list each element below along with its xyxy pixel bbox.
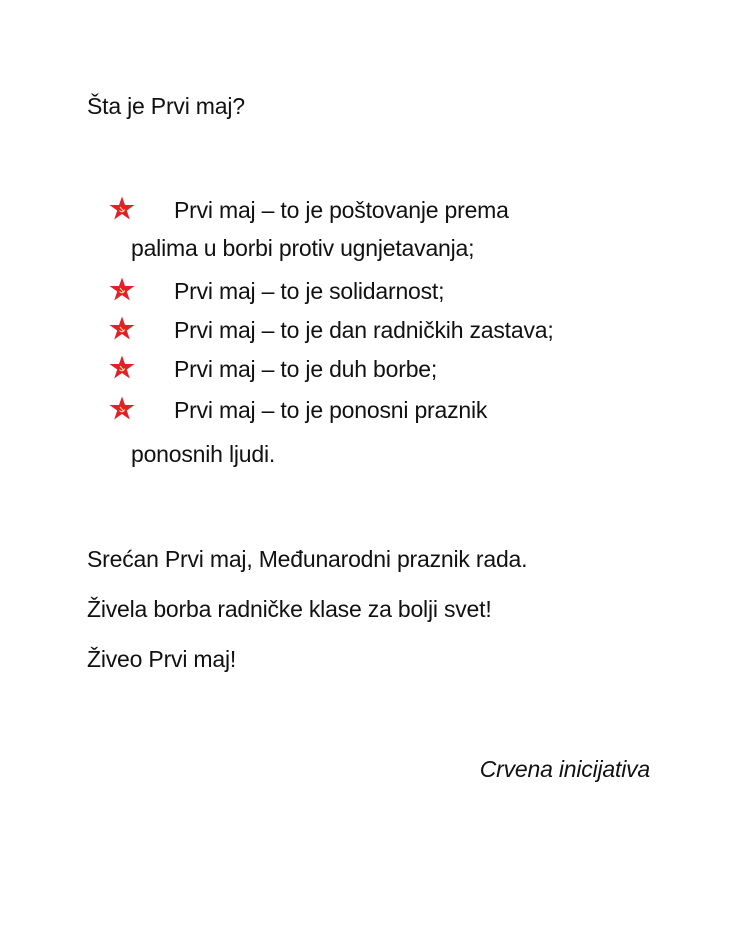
red-star-hammer-sickle-icon	[109, 316, 135, 340]
closing-line: Živela borba radničke klase za bolji svet!	[87, 596, 492, 622]
bullet-text: Prvi maj – to je duh borbe;	[174, 356, 438, 382]
bullet-text: Prvi maj – to je solidarnost;	[174, 278, 445, 304]
bullet-text: Prvi maj – to je ponosni praznik	[174, 397, 488, 423]
red-star-hammer-sickle-icon	[109, 396, 135, 420]
bullet-text: Prvi maj – to je poštovanje prema	[174, 197, 509, 223]
bullet-text: Prvi maj – to je dan radničkih zastava;	[174, 317, 554, 343]
red-star-hammer-sickle-icon	[109, 277, 135, 301]
closing-line: Srećan Prvi maj, Međunarodni praznik rada.	[87, 546, 528, 572]
closing-line: Živeo Prvi maj!	[87, 646, 237, 672]
red-star-hammer-sickle-icon	[109, 196, 135, 220]
red-star-hammer-sickle-icon	[109, 355, 135, 379]
signature: Crvena inicijativa	[479, 756, 650, 782]
bullet-continuation: ponosnih ljudi.	[131, 441, 276, 467]
bullet-continuation: palima u borbi protiv ugnjetavanja;	[131, 235, 475, 261]
page-title: Šta je Prvi maj?	[87, 93, 245, 119]
